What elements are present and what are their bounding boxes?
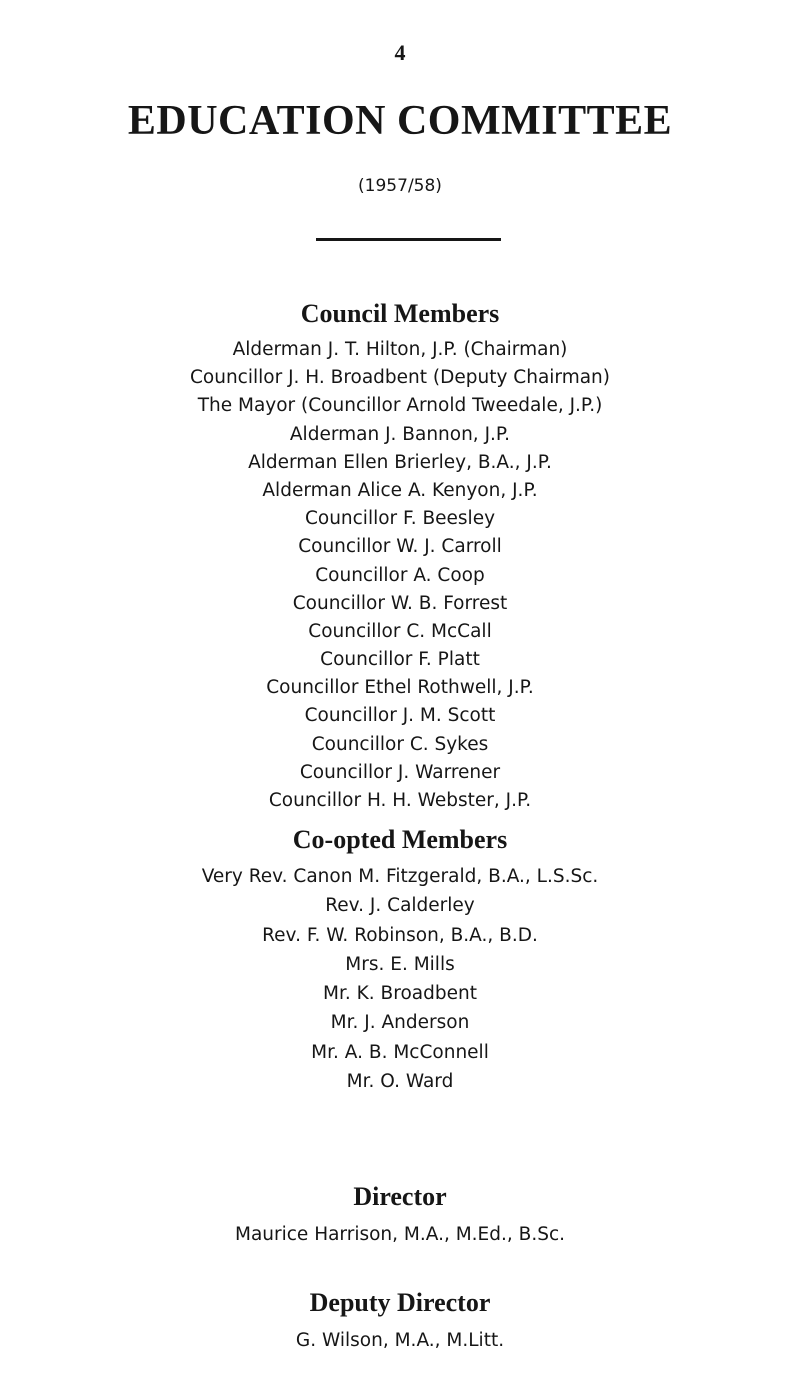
- co-opted-member: Mr. K. Broadbent: [323, 983, 477, 1005]
- co-opted-member: Rev. J. Calderley: [325, 895, 475, 917]
- council-member: Councillor H. H. Webster, J.P.: [268, 790, 532, 811]
- council-members-list: [0, 336, 800, 815]
- director-name: Maurice Harrison, M.A., M.Ed., B.Sc.: [234, 1224, 566, 1245]
- council-member: Councillor W. B. Forrest: [292, 592, 508, 614]
- council-member: Councillor Ethel Rothwell, J.P.: [266, 677, 534, 699]
- deputy-director-name: G. Wilson, M.A., M.Litt.: [295, 1330, 505, 1351]
- council-member: Alderman Alice A. Kenyon, J.P.: [262, 479, 538, 501]
- council-member: Councillor F. Platt: [320, 649, 480, 671]
- council-member: Councillor J. H. Broadbent (Deputy Chairman): [189, 367, 611, 389]
- council-member: Alderman J. T. Hilton, J.P. (Chairman): [232, 339, 568, 360]
- co-opted-member: Mrs. E. Mills: [345, 953, 455, 975]
- deputy-director-heading: Deputy Director: [309, 1288, 491, 1317]
- co-opted-member: Mr. J. Anderson: [330, 1012, 470, 1034]
- co-opted-members-list: [0, 862, 800, 1096]
- council-member: Councillor C. McCall: [308, 620, 492, 642]
- council-member: Councillor W. J. Carroll: [298, 536, 502, 558]
- council-member: Councillor F. Beesley: [304, 508, 496, 530]
- page-title: EDUCATION COMMITTEE: [127, 98, 673, 144]
- council-member: Alderman Ellen Brierley, B.A., J.P.: [248, 451, 552, 473]
- council-members-heading: Council Members: [300, 299, 500, 328]
- council-member: The Mayor (Councillor Arnold Tweedale, J.P.): [197, 395, 603, 417]
- council-member: Councillor J. Warrener: [299, 761, 501, 783]
- co-opted-member: Rev. F. W. Robinson, B.A., B.D.: [262, 924, 538, 946]
- director-heading: Director: [353, 1182, 447, 1211]
- council-member: Alderman J. Bannon, J.P.: [289, 423, 511, 445]
- co-opted-member: Very Rev. Canon M. Fitzgerald, B.A., L.S.Sc.: [201, 866, 599, 887]
- council-member: Councillor A. Coop: [315, 564, 485, 586]
- council-member: Councillor C. Sykes: [311, 733, 489, 755]
- co-opted-member: Mr. O. Ward: [346, 1071, 454, 1093]
- divider-rule: [316, 238, 501, 241]
- co-opted-members-heading: Co-opted Members: [292, 825, 508, 854]
- page-number: 4: [394, 40, 406, 65]
- council-member: Councillor J. M. Scott: [304, 705, 496, 727]
- co-opted-member: Mr. A. B. McConnell: [311, 1041, 489, 1063]
- year-range: (1957/58): [358, 176, 442, 196]
